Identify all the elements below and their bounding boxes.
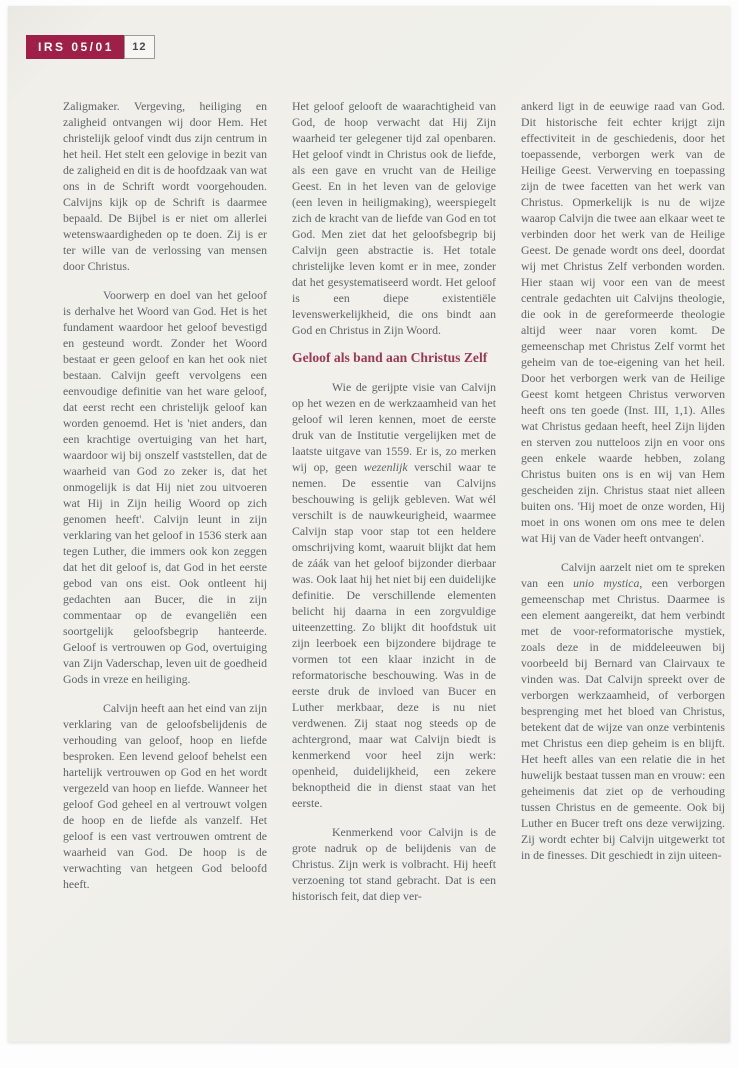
page-number-badge: 12 xyxy=(124,35,155,59)
text-columns xyxy=(63,98,725,1030)
text-column-2 xyxy=(292,98,496,1030)
paragraph: Wie de gerijpte visie van Calvijn op het wezen en de werkzaamheid van het geloof wil leren kennen, moet de eerste druk van de Institutie vergelijken met de laatste uitgave van 1559. Er is, zo merken wij op, geen wezenlijk verschil waar te nemen. De essentie van Calvijns beschouwing is gelijk gebleven. Wat wél verschilt is de nauwkeurigheid, waarmee Calvijn stap voor stap tot een heldere omschrijving komt, waaruit blijkt dat hem de záák van het geloof bijzonder dierbaar was. Ook laat hij het niet bij een duidelijke definitie. De verschillende elementen belicht hij daarna in een zorgvuldige uiteenzetting. Zo blijkt dit hoofdstuk uit zijn leerboek een bijzondere bijdrage te vormen tot een klaar inzicht in de reformatorische beschouwing. Was in de eerste druk de invloed van Bucer en Luther merkbaar, deze is nu niet verdwenen. Zij staat nog steeds op de achtergrond, maar wat Calvijn biedt is kenmerkend voor heel zijn werk: openheid, duidelijkheid, een zekere beknoptheid die in dienst staat van het eerste. xyxy=(292,380,496,810)
paragraph: ankerd ligt in de eeuwige raad van God. Dit historische feit echter krijgt zijn effectiviteit in de geschiedenis, door het toepassende, verborgen werk van de Heilige Geest. Verwerving en toepassing zijn de twee facetten van het werk van Christus. Opmerkelijk is nu de wijze waarop Calvijn die twee aan elkaar weet te verbinden door het werk van de Heilige Geest. De genade wordt ons deel, doordat wij met Christus Zelf verbonden worden. Hier staan wij voor een van de meest centrale gedachten uit Calvijns theologie, die ook in de gereformeerde theologie altijd weer naar voren komt. De gemeenschap met Christus Zelf vormt het geheim van de toe-eigening van het heil. Door het verborgen werk van de Heilige Geest komt hetgeen Christus verworven heeft ons ten goede (Inst. III, 1,1). Alles wat Christus gedaan heeft, heel Zijn lijden en sterven zou nutteloos zijn en voor ons geen enkele waarde hebben, zolang Christus buiten ons is en wij van Hem gescheiden zijn. Christus staat niet alleen buiten ons. 'Hij moet de onze worden, Hij moet in ons wonen om ons mee te delen wat Hij van de Vader heeft ontvangen'. xyxy=(521,99,725,545)
text-column-1 xyxy=(63,98,267,1030)
text-column-3 xyxy=(521,98,725,1030)
paragraph: Calvijn aarzelt niet om te spreken van een unio mystica, een verborgen gemeenschap met Christus. Daarmee is een element aangereikt, dat hem verbindt met de voor-reformatorische mystiek, zoals deze in de middeleeuwen bij voorbeeld bij Bernard van Clairvaux te vinden was. Dat Calvijn spreekt over de verborgen werkzaamheid, of verborgen besprenging met het bloed van Christus, betekent dat de wijze van onze verbintenis met Christus een diep geheim is en blijft. Het heeft alles van een relatie die in het huwelijk bestaat tussen man en vrouw: een geheimenis dat ziet op de verhouding tussen Christus en de gemeente. Ook bij Luther en Bucer treft ons deze verwijzing. Zij wordt echter bij Calvijn uitgewerkt tot in de finesses. Dit geschiedt in zijn uiteen- xyxy=(521,560,725,862)
section-heading: Geloof als band aan Christus Zelf xyxy=(292,350,488,365)
scanned-page xyxy=(8,6,730,1042)
issue-badge: IRS 05/01 xyxy=(26,35,124,59)
paragraph: Voorwerp en doel van het geloof is derhalve het Woord van God. Het is het fundament waardoor het geloof bevestigd en gesteund wordt. Zonder het Woord bestaat er geen geloof en kan het ook niet bestaan. Calvijn geeft vervolgens een eenvoudige definitie van het ware geloof, dat eerst recht een christelijk geloof kan worden genoemd. Het is 'niet anders, dan een krachtige overtuiging van het hart, waardoor wij bij onszelf vaststellen, dat de waarheid van God zo zeker is, dat het onmogelijk is dat Hij niet zou uitvoeren wat Hij in Zijn heilig Woord op zich genomen heeft'. Calvijn leunt in zijn verklaring van het geloof in 1536 sterk aan tegen Luther, die immers ook kon zeggen dat het dit geloof is, dat God in het eerste gebod van ons eist. Ook ontleent hij gedachten aan Bucer, die in zijn commentaar op de evangeliën een soortgelijk geloofsbegrip hanteerde. Geloof is vertrouwen op God, overtuiging van Zijn Vaderschap, leven uit de goedheid Gods in vreze en heiliging. xyxy=(63,288,267,686)
paragraph: Het geloof gelooft de waarachtigheid van God, de hoop verwacht dat Hij Zijn waarheid ter gelegener tijd zal openbaren. Het geloof vindt in Christus ook de liefde, als een gave en vrucht van de Heilige Geest. En in het leven van de gelovige (een leven in heiligmaking), weerspiegelt zich de kracht van de liefde van God en tot God. Men ziet dat het geloofsbegrip bij Calvijn geen abstractie is. Het totale christelijke leven komt er in mee, zonder dat het gesystematiseerd wordt. Het geloof is een diepe existentiële levenswerkelijkheid, die ons bindt aan God en Christus in Zijn Woord. xyxy=(292,99,496,337)
paragraph: Kenmerkend voor Calvijn is de grote nadruk op de belijdenis van de Christus. Zijn werk is volbracht. Hij heeft verzoening tot stand gebracht. Dat is een historisch feit, dat diep ver- xyxy=(292,825,496,903)
paragraph: Zaligmaker. Vergeving, heiliging en zaligheid ontvangen wij door Hem. Het christelijk geloof vindt dus zijn centrum in het heil. Het stelt een gelovige in bezit van de zaligheid en dit is de hoofdzaak van wat ons in de Schrift wordt voorgehouden. Calvijns kijk op de Schrift is daarmee bepaald. De Bijbel is er niet om allerlei wetenswaardigheden op te doen. Zij is er ter wille van de verlossing van mensen door Christus. xyxy=(63,99,267,273)
page-header xyxy=(26,35,155,59)
paragraph: Calvijn heeft aan het eind van zijn verklaring van de geloofsbelijdenis de verhouding van geloof, hoop en liefde besproken. Een levend geloof behelst een hartelijk vertrouwen op God en het wordt vergezeld van hoop en liefde. Wanneer het geloof God geheel en al vertrouwt volgen de hoop en de liefde als vanzelf. Het geloof is een vast vertrouwen omtrent de waarheid van God. De hoop is de verwachting van hetgeen God beloofd heeft. xyxy=(63,701,267,891)
